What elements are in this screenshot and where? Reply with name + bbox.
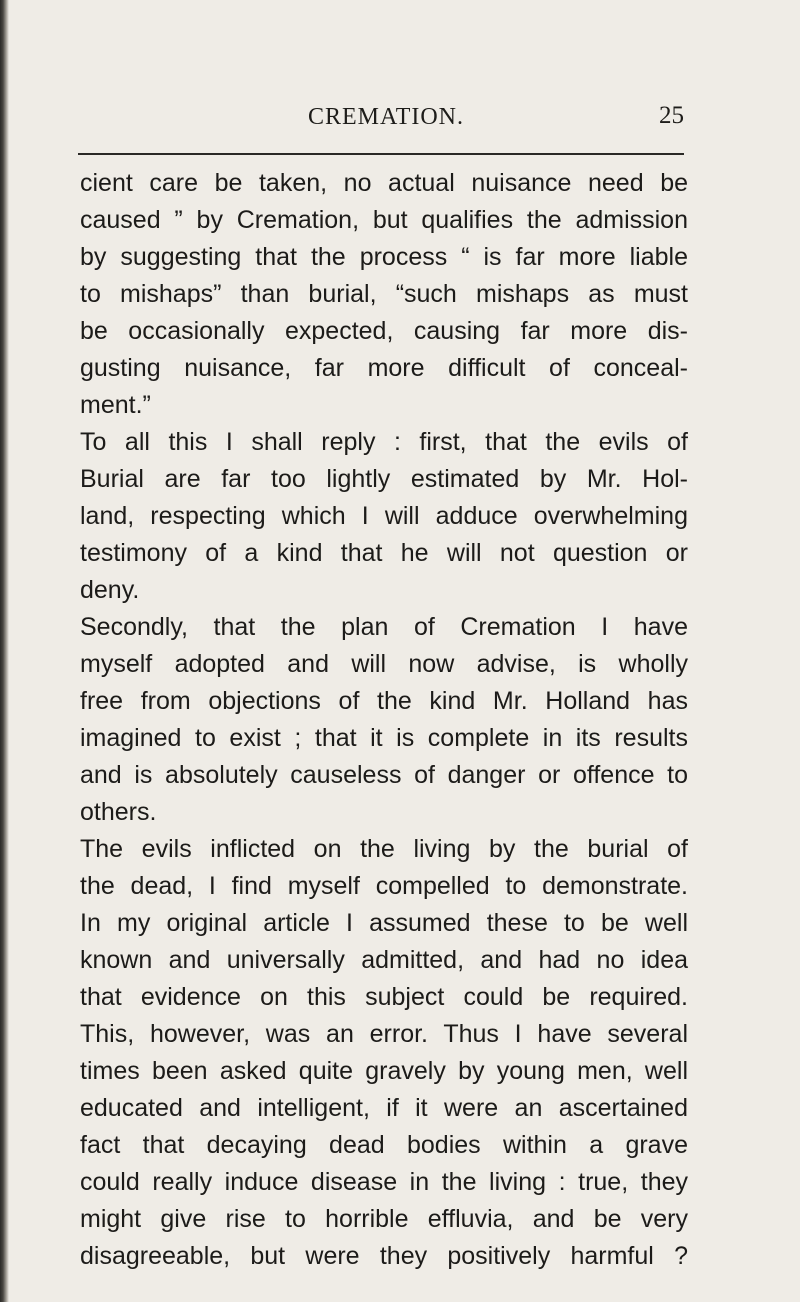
header-rule: [78, 153, 684, 155]
text-line: testimony of a kind that he will not question or: [80, 539, 688, 567]
text-line: fact that decaying dead bodies within a grave: [80, 1131, 688, 1159]
text-line: deny.: [80, 576, 140, 604]
text-line: gusting nuisance, far more difficult of conceal-: [80, 354, 688, 382]
body-text: [80, 165, 688, 1275]
text-line: times been asked quite gravely by young men, well: [80, 1057, 688, 1085]
page-number: 25: [659, 102, 684, 129]
text-line: The evils inflicted on the living by the burial of: [80, 835, 688, 863]
text-line: by suggesting that the process “ is far more liable: [80, 243, 688, 271]
text-line: cient care be taken, no actual nuisance need be: [80, 169, 688, 197]
text-line: and is absolutely causeless of danger or offence to: [80, 761, 688, 789]
text-line: educated and intelligent, if it were an ascertained: [80, 1094, 688, 1122]
text-line: This, however, was an error. Thus I have several: [80, 1020, 688, 1048]
text-line: others.: [80, 798, 157, 826]
text-line: to mishaps” than burial, “such mishaps as must: [80, 280, 688, 308]
text-line: could really induce disease in the living : true, they: [80, 1168, 688, 1196]
text-line: that evidence on this subject could be required.: [80, 983, 688, 1011]
running-title: CREMATION.: [308, 104, 465, 130]
text-line: free from objections of the kind Mr. Holland has: [80, 687, 688, 715]
text-line: land, respecting which I will adduce overwhelming: [80, 502, 688, 530]
text-line: Secondly, that the plan of Cremation I have: [80, 613, 688, 641]
text-line: To all this I shall reply : first, that the evils of: [80, 428, 688, 456]
text-line: known and universally admitted, and had no idea: [80, 946, 688, 974]
text-line: be occasionally expected, causing far more dis-: [80, 317, 688, 345]
text-line: myself adopted and will now advise, is wholly: [80, 650, 688, 678]
text-line: imagined to exist ; that it is complete in its results: [80, 724, 688, 752]
book-spine-edge: [0, 0, 9, 1302]
text-line: In my original article I assumed these to be well: [80, 909, 688, 937]
text-line: caused ” by Cremation, but qualifies the admission: [80, 206, 688, 234]
text-line: Burial are far too lightly estimated by Mr. Hol-: [80, 465, 688, 493]
text-line: might give rise to horrible effluvia, and be very: [80, 1205, 688, 1233]
text-line: disagreeable, but were they positively harmful ?: [80, 1242, 688, 1270]
text-line: ment.”: [80, 391, 151, 419]
page-header: [78, 98, 686, 138]
text-line: the dead, I find myself compelled to demonstrate.: [80, 872, 688, 900]
